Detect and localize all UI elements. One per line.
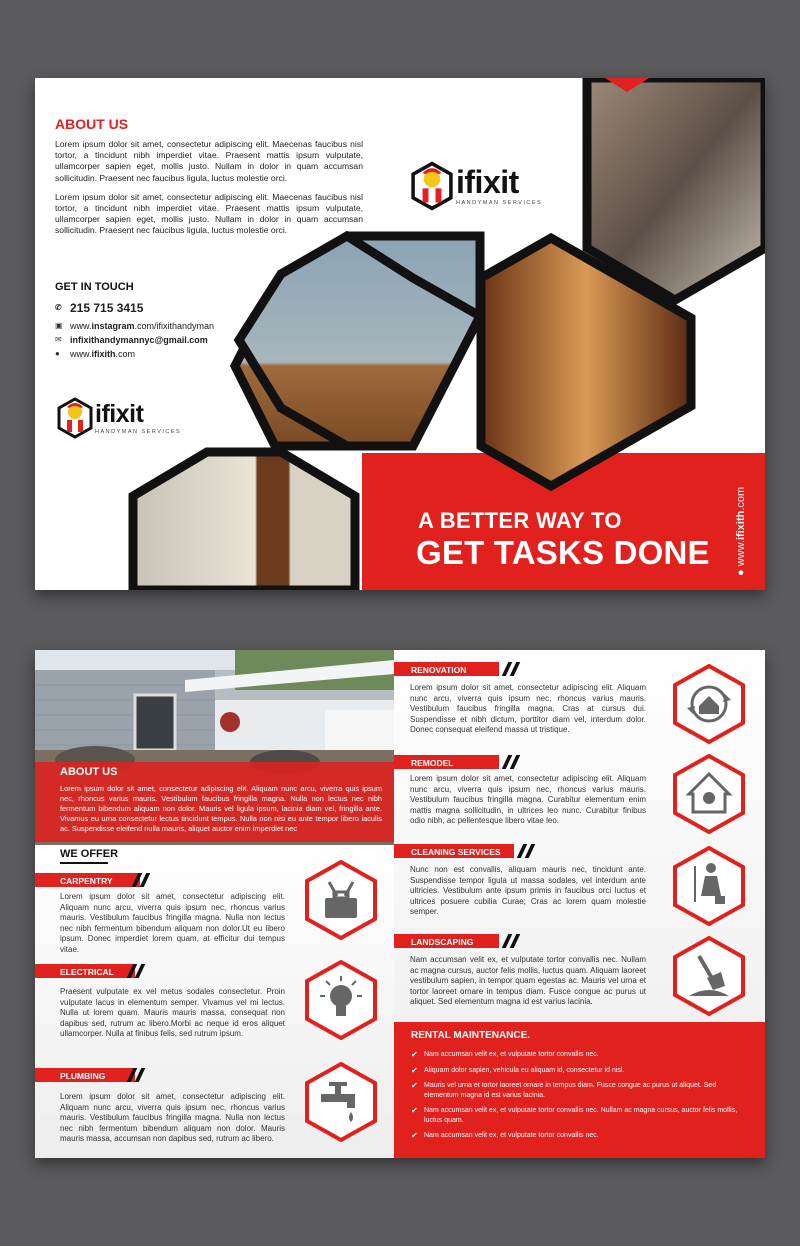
tagline-line-1: A BETTER WAY TO [418,508,622,533]
instagram-prefix: www. [70,320,92,331]
electrical-title: ELECTRICAL [60,967,114,977]
globe-icon: ● [55,349,60,359]
shovel-icon [673,936,745,1016]
vertical-url-prefix: www. [735,540,747,567]
renovation-icon [673,664,745,744]
remodel-title: REMODEL [411,758,454,768]
email-icon: ✉ [55,335,62,345]
rental-maintenance-item [411,1066,741,1076]
carpentry-ribbon [35,873,140,887]
landscaping-ribbon [394,934,499,948]
vertical-website [735,487,747,576]
cleaning-icon [673,846,745,926]
check-icon: ✔ [411,1131,418,1140]
renovation-title: RENOVATION [411,665,467,675]
rental-maintenance-item [411,1106,741,1125]
rental-maintenance-item-text: Aliquam dolor sapien, vehicula eu aliquam id, consectetur id nisl. [424,1066,625,1074]
tagline-line-2: GET TASKS DONE [416,534,710,571]
cleaning-ribbon [394,844,514,858]
toolbox-icon [305,860,377,940]
rental-maintenance-list [411,1050,765,1141]
renovation-text: Lorem ipsum dolor sit amet, consectetur adipiscing elit. Aliquam nunc arcu, viverra quis ipsum nec, rhoncus varius mauris. Vestibulum faucibus fringilla magna. Cras at cursus dui. Suspendisse et nibh dictum, porttitor diam vel, interdum dolor. Donec consequat eleifend massa ut tristique. [410,683,646,735]
rental-maintenance-panel [394,1022,765,1158]
vertical-url-bold: ifixith [735,510,747,540]
rental-maintenance-title: RENTAL MAINTENANCE. [411,1030,531,1041]
rental-maintenance-item [411,1131,741,1141]
website-prefix: www. [70,348,92,359]
check-icon: ✔ [411,1065,418,1075]
landscaping-title: LANDSCAPING [411,937,474,947]
website-bold: ifixith [91,348,116,359]
we-offer-underline [60,862,108,864]
logo-subtitle: HANDYMAN SERVICES [95,428,182,435]
remodel-ribbon [394,755,499,769]
inside-about-title: ABOUT US [60,766,118,778]
instagram-bold: instagram [91,320,135,331]
rental-maintenance-item-text: Nam accumsan velit ex, et vulputate tortor convallis nec. Nullam ac magna cursus, auctor felis mollis, luctus quam. [424,1107,738,1124]
globe-icon: ● [735,569,747,576]
vertical-url-suffix: .com [735,486,747,511]
rental-maintenance-item-text: Nam accumsan velit ex, et vulputate tortor convallis nec. [424,1132,599,1139]
inside-about-text: Lorem ipsum dolor sit amet, consectetur adipiscing elit. Aliquam nunc arcu, viverra quis ipsum nec, rhoncus varius mauris. Vestibulum faucibus fringilla magna. Nulla non lectus nec nibh fermentum bibendum aliquam non dolor. Mauris vel ligula ipsum, lacinia diam vel, fringilla ante. Vivamus eu urna consectetur lectus tincidunt tempus. Nulla non nisi eu ante tempor libero iaculis ac. Suspendisse eleifend nulla mauris, aliquet auctor enim imperdiet nec [60,784,382,833]
about-paragraph-1: Lorem ipsum dolor sit amet, consectetur adipiscing elit. Maecenas faucibus nisl tortor, a tincidunt nibh imperdiet vitae. Praesent mattis ipsum vulputate, ullamcorper sapien eget, mollis justo. Nullam in dolor in quam accumsan sollicitudin. Praesent nec faucibus ligula, luctus molestie orci. [55,139,363,183]
website-suffix: .com [115,348,136,359]
carpentry-text: Lorem ipsum dolor sit amet, consectetur adipiscing elit. Aliquam nunc arcu, viverra quis ipsum nec, rhoncus varius mauris. Vestibulum faucibus fringilla magna. Nulla non lectus nec nibh fermentum bibendum aliquam non dolor.Ut eu libero ipsum. Donec imperdiet lorem quam, at efficitur dui tempus vitae. [60,892,285,954]
email-address: infixithandymannyc@gmail.com [70,334,208,345]
faucet-icon [305,1062,377,1142]
phone-number: 215 715 3415 [70,300,144,315]
logo-word: ifixit [456,164,519,200]
we-offer-title: WE OFFER [60,848,119,860]
check-icon: ✔ [411,1106,418,1115]
plumbing-text: Lorem ipsum dolor sit amet, consectetur adipiscing elit. Aliquam nunc arcu, viverra quis ipsum nec, rhoncus varius mauris. Vestibulum faucibus fringilla magna. Nulla non lectus nec nibh fermentum bibendum aliquam non dolor. Mauris mauris massa, accumsan non dapibus sed, rutrum ac libero. [60,1092,285,1144]
renovation-ribbon [394,662,499,676]
electrical-text: Praesent vulputate ex vel metus sodales consectetur. Proin vulputate lacus in elementum semper. Vivamus vel mi lectus. Nulla ut lorem quam. Mauris mauris massa, consequat non dapibus sed, rutrum ac libero.Morbi ac neque id eros aliquet ullamcorper. Nulla at finibus felis, sed rutrum ipsum. [60,987,285,1039]
rental-maintenance-item [411,1081,741,1100]
plumbing-title: PLUMBING [60,1071,106,1081]
cleaning-text: Nunc non est convallis, aliquam mauris nec, tincidunt ante. Suspendisse tempor ligula ut massa sodales, vel interdum ante ultricies. Vestibulum ante ipsum primis in faucibus orci luctus et ultrices posuere cubilia Curae; Cras ac lorem quam molestie semper. [410,865,646,917]
brochure-inside [35,650,765,1158]
logo-subtitle: HANDYMAN SERVICES [456,200,543,206]
photo-collage [35,78,765,590]
about-title: ABOUT US [55,116,129,132]
check-icon: ✔ [411,1081,418,1090]
remodel-text: Lorem ipsum dolor sit amet, consectetur adipiscing elit. Aliquam nunc arcu, viverra quis ipsum nec, rhoncus varius mauris. Vestibulum faucibus fringilla magna. Curabitur elementum enim mattis magna sollicitudin, in ultrices leo nunc. Curabitur finibus odio nibh, ac pellentesque libero vitae leo. [410,774,646,826]
rental-maintenance-item-text: Nam accumsan velit ex, et vulputate tortor convallis nec. [424,1051,599,1058]
landscaping-text: Nam accumsan velit ex, et vulputate tortor convallis nec. Nullam ac magna cursus, auctor felis mollis, luctus quam. Aliquam laoreet vestibulum sapien, in tempor quam egestas ac. Mauris vel urna et tortor laoreet ornare in tempus diam. Fusce congue ac purus ut aliquet. Sed elementum magna id est varius lacinia. [410,955,646,1007]
restaurant-photo [587,78,765,300]
living-room-photo [133,452,355,590]
rental-maintenance-item-text: Mauris vel urna et tortor laoreet ornare in tempus diam. Fusce congue ac purus ut aliquet. Sed elementum magna id est varius lacinia. [424,1082,717,1099]
rental-maintenance-item [411,1050,741,1060]
check-icon: ✔ [411,1050,418,1059]
plumbing-ribbon [35,1068,135,1082]
cleaning-title: CLEANING SERVICES [411,847,501,857]
house-icon [673,754,745,834]
instagram-suffix: .com/ifixithandyman [134,320,215,331]
get-in-touch-title: GET IN TOUCH [55,280,134,293]
logo-word: ifixit [95,399,144,428]
lightbulb-icon [305,960,377,1040]
phone-icon: ✆ [55,303,62,313]
instagram-icon: ▣ [55,321,63,331]
electrical-ribbon [35,964,135,978]
inside-about-band [35,762,394,842]
about-paragraph-2: Lorem ipsum dolor sit amet, consectetur adipiscing elit. Maecenas faucibus nisl tortor, a tincidunt nibh imperdiet vitae. Praesent mattis ipsum vulputate, ullamcorper sapien eget, mollis justo. Nullam in dolor in quam accumsan sollicitudin. Praesent nec faucibus ligula, luctus molestie orci. [55,191,363,236]
carpentry-title: CARPENTRY [60,876,113,886]
brochure-front [35,78,765,590]
